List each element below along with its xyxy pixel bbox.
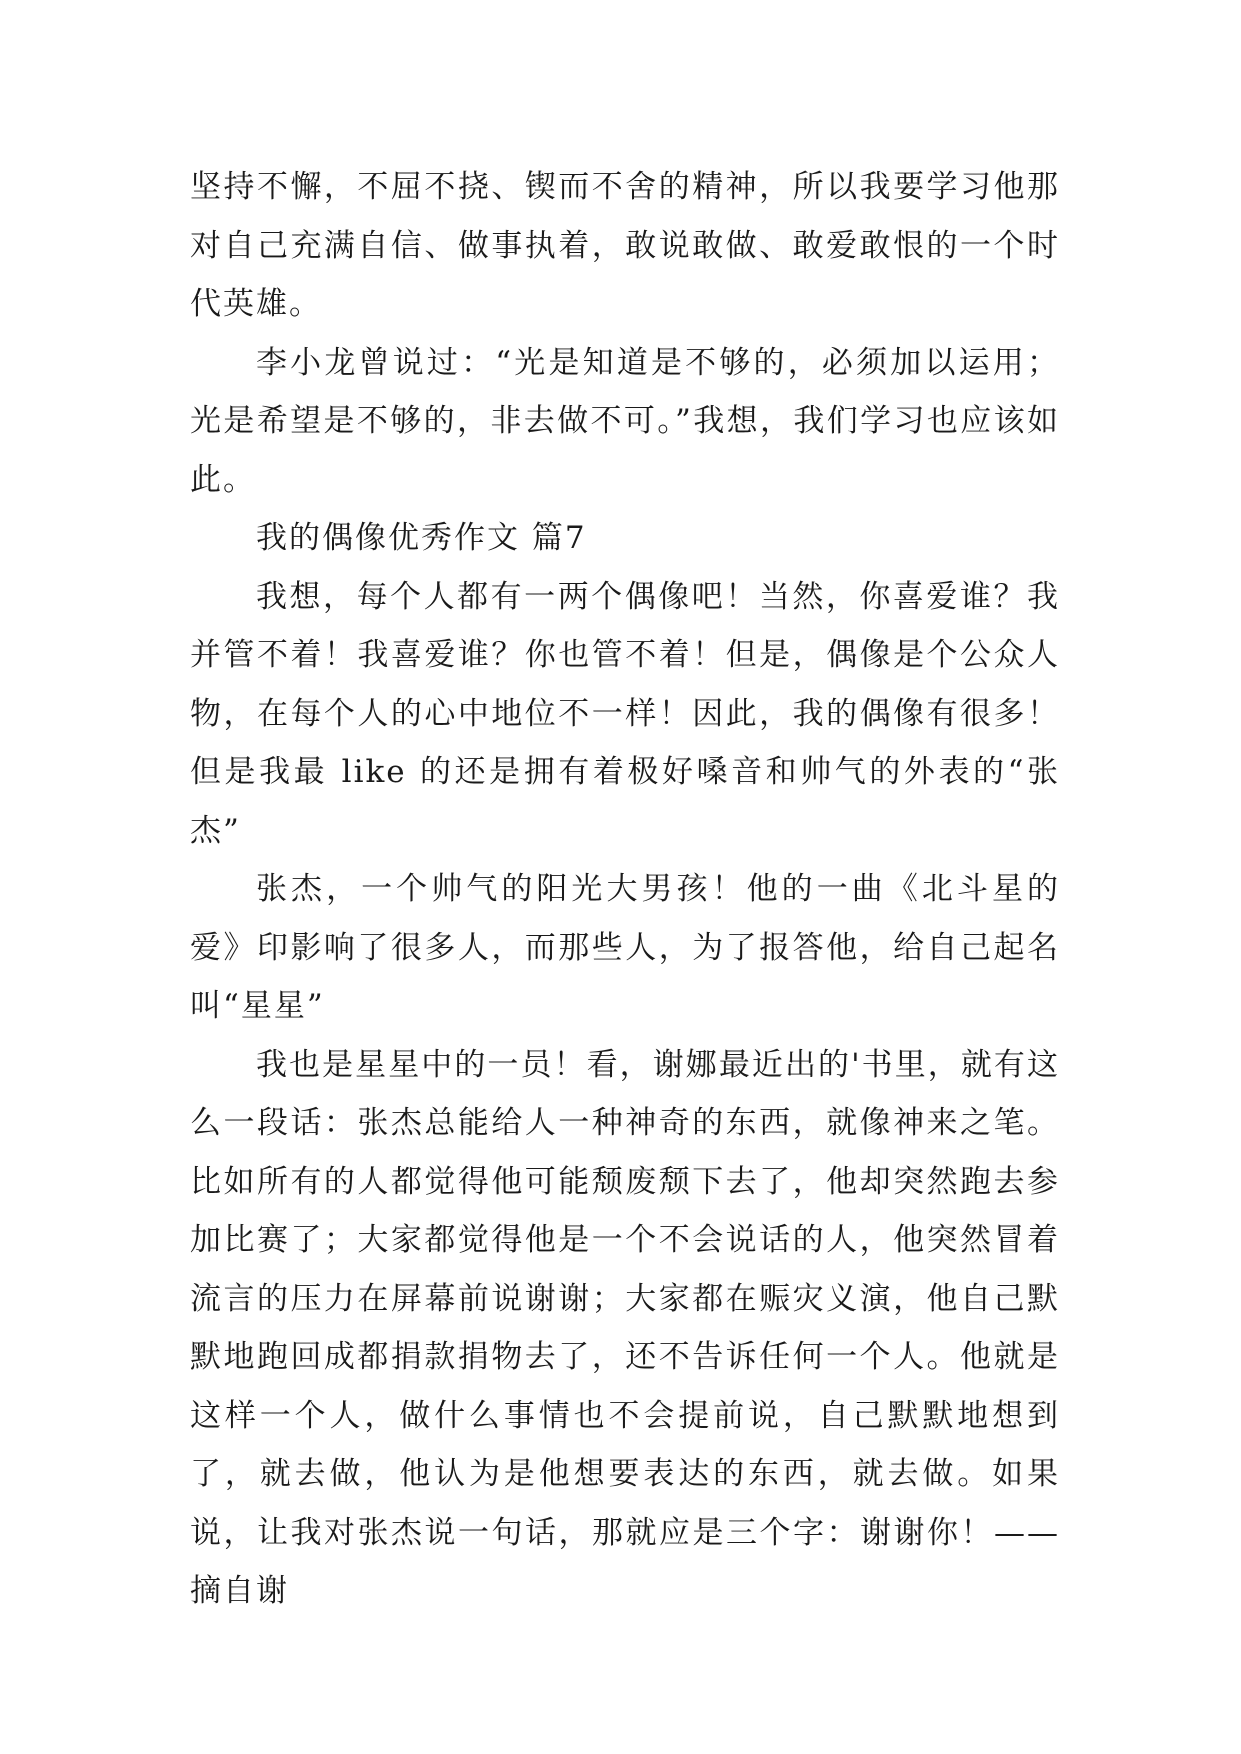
paragraph-xingxing: 我也是星星中的一员！看，谢娜最近出的'书里，就有这么一段话：张杰总能给人一种神奇的东西，就像神来之笔。比如所有的人都觉得他可能颓废颓下去了，他却突然跑去参加比赛了；大家都觉得他是一个不会说话的人，他突然冒着流言的压力在屏幕前说谢谢；大家都在赈灾义演，他自己默默地跑回成都捐款捐物去了，还不告诉任何一个人。他就是这样一个人，做什么事情也不会提前说，自己默默地想到了，就去做，他认为是他想要表达的东西，就去做。如果说，让我对张杰说一句话，那就应是三个字：谢谢你！——摘自谢 [190, 1046, 1060, 1609]
essay-body [190, 158, 1060, 1621]
paragraph-zhangjie: 张杰，一个帅气的阳光大男孩！他的一曲《北斗星的爱》印影响了很多人，而那些人，为了报答他，给自己起名叫“星星” [190, 871, 1060, 1024]
paragraph-intro: 我想，每个人都有一两个偶像吧！当然，你喜爱谁？我并管不着！我喜爱谁？你也管不着！但是，偶像是个公众人物，在每个人的心中地位不一样！因此，我的偶像有很多！但是我最 like 的还是拥有着极好嗓音和帅气的外表的“张杰” [190, 578, 1060, 849]
section-heading: 我的偶像优秀作文 篇7 [256, 520, 587, 556]
paragraph-bruce-lee-quote: 李小龙曾说过：“光是知道是不够的，必须加以运用；光是希望是不够的，非去做不可。”我想，我们学习也应该如此。 [190, 344, 1060, 498]
paragraph-continuation: 坚持不懈，不屈不挠、锲而不舍的精神，所以我要学习他那对自己充满自信、做事执着，敢说敢做、敢爱敢恨的一个时代英雄。 [190, 169, 1060, 322]
